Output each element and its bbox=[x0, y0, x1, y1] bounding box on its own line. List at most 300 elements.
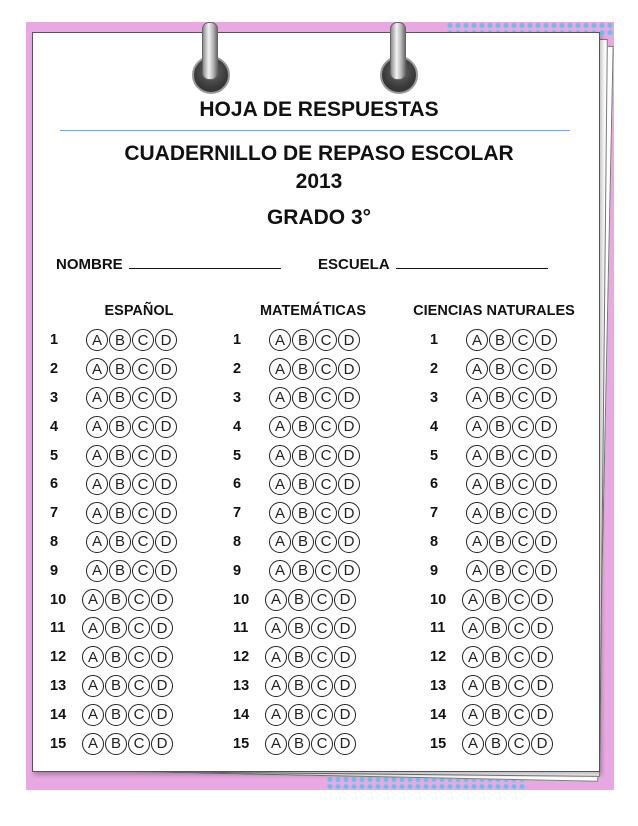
answer-bubble-b[interactable]: B bbox=[292, 531, 314, 553]
answer-bubble-d[interactable]: D bbox=[151, 675, 173, 697]
answer-bubbles bbox=[265, 733, 356, 755]
question-number: 4 bbox=[430, 418, 439, 435]
answer-bubble-b[interactable]: B bbox=[109, 358, 131, 380]
answer-bubbles bbox=[86, 416, 177, 438]
answer-bubbles bbox=[269, 473, 360, 495]
answer-bubble-d[interactable]: D bbox=[531, 704, 553, 726]
answer-column-espanol bbox=[50, 326, 177, 758]
answer-bubble-c[interactable]: C bbox=[128, 675, 150, 697]
question-number: 8 bbox=[50, 533, 59, 550]
answer-bubble-c[interactable]: C bbox=[311, 617, 333, 639]
question-number: 8 bbox=[233, 533, 242, 550]
answer-bubbles bbox=[269, 531, 360, 553]
name-input-line[interactable] bbox=[129, 256, 281, 269]
question-row bbox=[50, 643, 177, 672]
question-row bbox=[430, 499, 557, 528]
answer-bubble-d[interactable]: D bbox=[338, 531, 360, 553]
answer-bubble-c[interactable]: C bbox=[512, 387, 534, 409]
answer-bubble-b[interactable]: B bbox=[109, 329, 131, 351]
answer-bubbles bbox=[466, 445, 557, 467]
answer-bubble-c[interactable]: C bbox=[311, 675, 333, 697]
question-number: 5 bbox=[430, 447, 439, 464]
subtitle-line-1: CUADERNILLO DE REPASO ESCOLAR bbox=[124, 142, 514, 165]
question-number: 15 bbox=[50, 735, 67, 752]
answer-bubble-b[interactable]: B bbox=[485, 675, 507, 697]
answer-bubble-c[interactable]: C bbox=[132, 502, 154, 524]
answer-bubble-a[interactable]: A bbox=[462, 733, 484, 755]
question-number: 12 bbox=[430, 649, 447, 666]
answer-bubble-d[interactable]: D bbox=[155, 531, 177, 553]
answer-bubble-a[interactable]: A bbox=[86, 358, 108, 380]
question-number: 7 bbox=[430, 505, 439, 522]
question-number: 2 bbox=[50, 361, 59, 378]
answer-bubble-b[interactable]: B bbox=[109, 416, 131, 438]
answer-bubble-c[interactable]: C bbox=[311, 704, 333, 726]
answer-bubble-b[interactable]: B bbox=[489, 445, 511, 467]
answer-bubble-a[interactable]: A bbox=[269, 387, 291, 409]
question-row bbox=[50, 614, 177, 643]
answer-bubble-d[interactable]: D bbox=[155, 329, 177, 351]
answer-bubble-a[interactable]: A bbox=[462, 646, 484, 668]
answer-bubble-d[interactable]: D bbox=[531, 589, 553, 611]
answer-bubble-c[interactable]: C bbox=[512, 358, 534, 380]
question-row bbox=[430, 614, 557, 643]
answer-bubble-b[interactable]: B bbox=[292, 387, 314, 409]
question-number: 15 bbox=[430, 735, 447, 752]
answer-bubble-b[interactable]: B bbox=[489, 329, 511, 351]
answer-bubble-d[interactable]: D bbox=[535, 531, 557, 553]
question-row bbox=[50, 326, 177, 355]
answer-bubble-d[interactable]: D bbox=[535, 473, 557, 495]
name-field bbox=[56, 256, 281, 273]
answer-bubble-b[interactable]: B bbox=[485, 646, 507, 668]
question-row bbox=[233, 643, 360, 672]
ring-bar bbox=[390, 22, 406, 80]
answer-bubble-b[interactable]: B bbox=[485, 733, 507, 755]
answer-bubble-d[interactable]: D bbox=[151, 589, 173, 611]
answer-bubble-a[interactable]: A bbox=[269, 445, 291, 467]
question-row bbox=[430, 355, 557, 384]
answer-bubble-d[interactable]: D bbox=[535, 329, 557, 351]
answer-bubbles bbox=[269, 560, 360, 582]
answer-bubble-d[interactable]: D bbox=[338, 416, 360, 438]
answer-bubble-c[interactable]: C bbox=[315, 387, 337, 409]
answer-bubble-d[interactable]: D bbox=[155, 445, 177, 467]
answer-bubble-b[interactable]: B bbox=[485, 617, 507, 639]
answer-bubbles bbox=[82, 704, 173, 726]
answer-bubble-d[interactable]: D bbox=[531, 646, 553, 668]
answer-bubble-c[interactable]: C bbox=[132, 531, 154, 553]
answer-bubble-c[interactable]: C bbox=[512, 560, 534, 582]
question-number: 13 bbox=[233, 677, 250, 694]
answer-bubble-a[interactable]: A bbox=[466, 387, 488, 409]
answer-bubble-b[interactable]: B bbox=[105, 733, 127, 755]
answer-bubble-c[interactable]: C bbox=[315, 473, 337, 495]
answer-bubble-a[interactable]: A bbox=[82, 617, 104, 639]
answer-bubble-a[interactable]: A bbox=[82, 589, 104, 611]
answer-bubble-c[interactable]: C bbox=[132, 416, 154, 438]
answer-bubble-b[interactable]: B bbox=[109, 387, 131, 409]
question-number: 9 bbox=[430, 562, 439, 579]
answer-bubble-c[interactable]: C bbox=[311, 733, 333, 755]
name-label: NOMBRE bbox=[56, 256, 123, 273]
answer-bubble-b[interactable]: B bbox=[292, 329, 314, 351]
answer-bubble-c[interactable]: C bbox=[315, 358, 337, 380]
question-number: 14 bbox=[233, 706, 250, 723]
answer-bubble-b[interactable]: B bbox=[292, 445, 314, 467]
question-row bbox=[430, 700, 557, 729]
answer-bubble-a[interactable]: A bbox=[466, 329, 488, 351]
answer-bubble-d[interactable]: D bbox=[338, 473, 360, 495]
question-row bbox=[430, 585, 557, 614]
question-row bbox=[50, 585, 177, 614]
answer-bubble-c[interactable]: C bbox=[512, 416, 534, 438]
question-number: 11 bbox=[430, 620, 446, 637]
answer-bubble-d[interactable]: D bbox=[531, 617, 553, 639]
answer-bubble-c[interactable]: C bbox=[512, 473, 534, 495]
answer-bubble-a[interactable]: A bbox=[265, 589, 287, 611]
answer-bubble-b[interactable]: B bbox=[489, 502, 511, 524]
answer-bubble-a[interactable]: A bbox=[269, 531, 291, 553]
question-number: 10 bbox=[430, 591, 447, 608]
answer-bubble-d[interactable]: D bbox=[155, 387, 177, 409]
answer-bubbles bbox=[462, 589, 553, 611]
answer-bubbles bbox=[466, 329, 557, 351]
answer-bubbles bbox=[269, 387, 360, 409]
question-row bbox=[50, 556, 177, 585]
answer-bubble-a[interactable]: A bbox=[269, 473, 291, 495]
answer-bubble-a[interactable]: A bbox=[466, 502, 488, 524]
answer-bubble-b[interactable]: B bbox=[109, 445, 131, 467]
question-number: 3 bbox=[233, 389, 242, 406]
answer-bubble-d[interactable]: D bbox=[155, 358, 177, 380]
answer-bubble-d[interactable]: D bbox=[535, 416, 557, 438]
answer-bubble-a[interactable]: A bbox=[86, 445, 108, 467]
question-row bbox=[233, 326, 360, 355]
question-number: 6 bbox=[233, 476, 242, 493]
answer-bubble-b[interactable]: B bbox=[109, 531, 131, 553]
answer-bubble-c[interactable]: C bbox=[128, 617, 150, 639]
answer-bubbles bbox=[466, 358, 557, 380]
answer-bubble-a[interactable]: A bbox=[86, 387, 108, 409]
answer-bubble-d[interactable]: D bbox=[334, 704, 356, 726]
answer-bubble-b[interactable]: B bbox=[292, 502, 314, 524]
question-number: 1 bbox=[50, 332, 59, 349]
answer-bubble-d[interactable]: D bbox=[338, 560, 360, 582]
question-row bbox=[233, 384, 360, 413]
answer-bubble-a[interactable]: A bbox=[82, 704, 104, 726]
answer-bubble-a[interactable]: A bbox=[462, 704, 484, 726]
answer-bubble-b[interactable]: B bbox=[292, 560, 314, 582]
answer-bubbles bbox=[462, 675, 553, 697]
answer-bubbles bbox=[462, 646, 553, 668]
answer-bubble-b[interactable]: B bbox=[109, 560, 131, 582]
page-title: HOJA DE RESPUESTAS bbox=[199, 98, 439, 121]
answer-bubbles bbox=[466, 416, 557, 438]
answer-bubble-b[interactable]: B bbox=[485, 589, 507, 611]
answer-bubbles bbox=[82, 589, 173, 611]
subject-header-espanol: ESPAÑOL bbox=[104, 303, 174, 319]
answer-bubble-c[interactable]: C bbox=[132, 445, 154, 467]
answer-bubble-b[interactable]: B bbox=[489, 473, 511, 495]
answer-bubble-d[interactable]: D bbox=[334, 675, 356, 697]
question-number: 5 bbox=[233, 447, 242, 464]
answer-bubble-d[interactable]: D bbox=[338, 358, 360, 380]
answer-bubble-d[interactable]: D bbox=[535, 358, 557, 380]
answer-bubble-d[interactable]: D bbox=[535, 387, 557, 409]
question-row bbox=[50, 470, 177, 499]
answer-bubble-c[interactable]: C bbox=[132, 387, 154, 409]
answer-bubble-b[interactable]: B bbox=[105, 617, 127, 639]
answer-bubble-c[interactable]: C bbox=[311, 589, 333, 611]
question-row bbox=[430, 528, 557, 557]
question-row bbox=[233, 355, 360, 384]
answer-bubbles bbox=[269, 329, 360, 351]
question-row bbox=[50, 672, 177, 701]
answer-bubble-c[interactable]: C bbox=[128, 733, 150, 755]
answer-bubble-b[interactable]: B bbox=[288, 733, 310, 755]
answer-bubbles bbox=[269, 445, 360, 467]
answer-bubble-c[interactable]: C bbox=[132, 560, 154, 582]
question-row bbox=[50, 355, 177, 384]
answer-bubble-a[interactable]: A bbox=[462, 675, 484, 697]
answer-bubble-d[interactable]: D bbox=[531, 675, 553, 697]
answer-bubble-a[interactable]: A bbox=[86, 531, 108, 553]
question-row bbox=[430, 672, 557, 701]
school-field bbox=[318, 256, 548, 273]
answer-bubbles bbox=[269, 358, 360, 380]
question-number: 2 bbox=[430, 361, 439, 378]
answer-bubble-a[interactable]: A bbox=[82, 675, 104, 697]
answer-bubble-c[interactable]: C bbox=[512, 329, 534, 351]
answer-bubble-b[interactable]: B bbox=[292, 416, 314, 438]
answer-bubble-a[interactable]: A bbox=[466, 358, 488, 380]
answer-bubble-a[interactable]: A bbox=[269, 329, 291, 351]
question-row bbox=[50, 441, 177, 470]
answer-bubble-a[interactable]: A bbox=[269, 560, 291, 582]
question-number: 10 bbox=[50, 591, 67, 608]
answer-bubble-a[interactable]: A bbox=[265, 617, 287, 639]
answer-bubble-c[interactable]: C bbox=[508, 617, 530, 639]
answer-bubble-a[interactable]: A bbox=[82, 733, 104, 755]
school-input-line[interactable] bbox=[396, 256, 548, 269]
question-row bbox=[50, 412, 177, 441]
answer-bubble-b[interactable]: B bbox=[105, 704, 127, 726]
binder-ring-icon bbox=[378, 22, 416, 92]
answer-bubbles bbox=[462, 704, 553, 726]
answer-bubble-a[interactable]: A bbox=[462, 617, 484, 639]
answer-bubble-d[interactable]: D bbox=[151, 704, 173, 726]
answer-bubbles bbox=[86, 445, 177, 467]
answer-bubble-a[interactable]: A bbox=[82, 646, 104, 668]
answer-bubble-a[interactable]: A bbox=[86, 416, 108, 438]
answer-bubble-d[interactable]: D bbox=[535, 502, 557, 524]
ring-bar bbox=[202, 22, 218, 80]
answer-bubble-d[interactable]: D bbox=[338, 387, 360, 409]
answer-bubble-b[interactable]: B bbox=[485, 704, 507, 726]
answer-bubble-d[interactable]: D bbox=[155, 502, 177, 524]
question-row bbox=[50, 700, 177, 729]
answer-bubble-a[interactable]: A bbox=[86, 329, 108, 351]
answer-bubble-c[interactable]: C bbox=[315, 560, 337, 582]
answer-bubbles bbox=[269, 416, 360, 438]
answer-bubble-a[interactable]: A bbox=[466, 531, 488, 553]
question-number: 12 bbox=[50, 649, 67, 666]
answer-bubble-c[interactable]: C bbox=[315, 502, 337, 524]
answer-bubble-a[interactable]: A bbox=[466, 560, 488, 582]
answer-bubble-d[interactable]: D bbox=[334, 733, 356, 755]
answer-bubble-d[interactable]: D bbox=[338, 329, 360, 351]
answer-bubble-b[interactable]: B bbox=[109, 473, 131, 495]
answer-bubble-c[interactable]: C bbox=[508, 675, 530, 697]
question-row bbox=[50, 384, 177, 413]
answer-bubble-d[interactable]: D bbox=[338, 445, 360, 467]
answer-bubble-c[interactable]: C bbox=[132, 329, 154, 351]
question-row bbox=[430, 470, 557, 499]
answer-bubble-b[interactable]: B bbox=[109, 502, 131, 524]
answer-bubble-b[interactable]: B bbox=[288, 617, 310, 639]
answer-bubbles bbox=[466, 531, 557, 553]
question-number: 11 bbox=[233, 620, 249, 637]
answer-bubble-d[interactable]: D bbox=[531, 733, 553, 755]
answer-bubble-a[interactable]: A bbox=[265, 675, 287, 697]
answer-bubbles bbox=[462, 617, 553, 639]
answer-bubble-b[interactable]: B bbox=[105, 589, 127, 611]
question-row bbox=[233, 441, 360, 470]
answer-bubble-d[interactable]: D bbox=[155, 560, 177, 582]
answer-bubble-d[interactable]: D bbox=[155, 473, 177, 495]
answer-bubble-b[interactable]: B bbox=[288, 704, 310, 726]
answer-bubbles bbox=[82, 617, 173, 639]
question-number: 12 bbox=[233, 649, 250, 666]
answer-bubbles bbox=[86, 358, 177, 380]
answer-bubbles bbox=[265, 589, 356, 611]
answer-bubble-b[interactable]: B bbox=[489, 387, 511, 409]
answer-bubble-d[interactable]: D bbox=[535, 560, 557, 582]
answer-bubbles bbox=[86, 387, 177, 409]
answer-bubble-c[interactable]: C bbox=[315, 329, 337, 351]
title-divider bbox=[60, 130, 570, 131]
answer-bubble-b[interactable]: B bbox=[288, 646, 310, 668]
question-number: 6 bbox=[430, 476, 439, 493]
answer-bubble-a[interactable]: A bbox=[86, 473, 108, 495]
answer-bubble-c[interactable]: C bbox=[512, 531, 534, 553]
question-number: 13 bbox=[50, 677, 67, 694]
answer-bubble-b[interactable]: B bbox=[288, 589, 310, 611]
answer-bubble-c[interactable]: C bbox=[315, 416, 337, 438]
answer-bubble-b[interactable]: B bbox=[105, 646, 127, 668]
answer-bubble-c[interactable]: C bbox=[315, 531, 337, 553]
question-number: 1 bbox=[233, 332, 242, 349]
question-row bbox=[233, 528, 360, 557]
answer-bubble-a[interactable]: A bbox=[462, 589, 484, 611]
answer-bubble-c[interactable]: C bbox=[508, 646, 530, 668]
answer-bubble-b[interactable]: B bbox=[105, 675, 127, 697]
answer-column-matematicas bbox=[233, 326, 360, 758]
answer-bubble-c[interactable]: C bbox=[311, 646, 333, 668]
answer-bubble-d[interactable]: D bbox=[338, 502, 360, 524]
answer-bubble-c[interactable]: C bbox=[508, 704, 530, 726]
question-number: 1 bbox=[430, 332, 439, 349]
answer-bubble-a[interactable]: A bbox=[269, 416, 291, 438]
answer-bubbles bbox=[82, 733, 173, 755]
subtitle-line-2: 2013 bbox=[295, 170, 343, 193]
answer-bubble-c[interactable]: C bbox=[132, 358, 154, 380]
answer-bubbles bbox=[466, 502, 557, 524]
answer-bubble-a[interactable]: A bbox=[86, 502, 108, 524]
answer-bubbles bbox=[86, 473, 177, 495]
binder-ring-icon bbox=[190, 22, 228, 92]
question-number: 9 bbox=[50, 562, 59, 579]
question-row bbox=[233, 412, 360, 441]
question-number: 3 bbox=[430, 389, 439, 406]
question-number: 5 bbox=[50, 447, 59, 464]
question-row bbox=[233, 614, 360, 643]
answer-bubble-b[interactable]: B bbox=[489, 560, 511, 582]
question-number: 14 bbox=[50, 706, 67, 723]
answer-bubble-a[interactable]: A bbox=[265, 704, 287, 726]
answer-bubble-d[interactable]: D bbox=[334, 617, 356, 639]
answer-bubbles bbox=[466, 560, 557, 582]
answer-bubble-d[interactable]: D bbox=[334, 589, 356, 611]
question-row bbox=[430, 384, 557, 413]
answer-bubble-c[interactable]: C bbox=[132, 473, 154, 495]
answer-bubble-d[interactable]: D bbox=[151, 646, 173, 668]
answer-bubble-c[interactable]: C bbox=[128, 589, 150, 611]
question-row bbox=[233, 470, 360, 499]
question-number: 8 bbox=[430, 533, 439, 550]
answer-bubble-b[interactable]: B bbox=[292, 473, 314, 495]
answer-bubble-a[interactable]: A bbox=[269, 502, 291, 524]
question-row bbox=[233, 700, 360, 729]
question-row bbox=[430, 326, 557, 355]
answer-bubble-d[interactable]: D bbox=[155, 416, 177, 438]
answer-bubble-d[interactable]: D bbox=[535, 445, 557, 467]
answer-bubbles bbox=[265, 646, 356, 668]
answer-bubble-c[interactable]: C bbox=[315, 445, 337, 467]
answer-bubble-a[interactable]: A bbox=[466, 416, 488, 438]
grade-label: GRADO 3° bbox=[266, 206, 372, 229]
answer-bubbles bbox=[265, 675, 356, 697]
answer-bubble-a[interactable]: A bbox=[86, 560, 108, 582]
answer-bubble-b[interactable]: B bbox=[489, 358, 511, 380]
answer-bubble-d[interactable]: D bbox=[334, 646, 356, 668]
answer-bubble-a[interactable]: A bbox=[265, 733, 287, 755]
answer-bubble-c[interactable]: C bbox=[128, 646, 150, 668]
answer-bubbles bbox=[86, 502, 177, 524]
answer-bubble-b[interactable]: B bbox=[292, 358, 314, 380]
answer-bubble-b[interactable]: B bbox=[489, 531, 511, 553]
question-number: 3 bbox=[50, 389, 59, 406]
answer-bubble-c[interactable]: C bbox=[512, 502, 534, 524]
answer-bubble-d[interactable]: D bbox=[151, 617, 173, 639]
question-row bbox=[430, 729, 557, 758]
answer-bubble-a[interactable]: A bbox=[466, 445, 488, 467]
question-row bbox=[50, 528, 177, 557]
answer-bubble-a[interactable]: A bbox=[269, 358, 291, 380]
question-number: 7 bbox=[50, 505, 59, 522]
answer-bubble-a[interactable]: A bbox=[466, 473, 488, 495]
answer-bubble-b[interactable]: B bbox=[288, 675, 310, 697]
answer-bubble-c[interactable]: C bbox=[508, 733, 530, 755]
answer-bubble-d[interactable]: D bbox=[151, 733, 173, 755]
answer-bubble-c[interactable]: C bbox=[512, 445, 534, 467]
subject-header-matematicas: MATEMÁTICAS bbox=[259, 303, 367, 319]
answer-bubble-c[interactable]: C bbox=[508, 589, 530, 611]
answer-bubble-c[interactable]: C bbox=[128, 704, 150, 726]
answer-bubble-a[interactable]: A bbox=[265, 646, 287, 668]
answer-bubble-b[interactable]: B bbox=[489, 416, 511, 438]
